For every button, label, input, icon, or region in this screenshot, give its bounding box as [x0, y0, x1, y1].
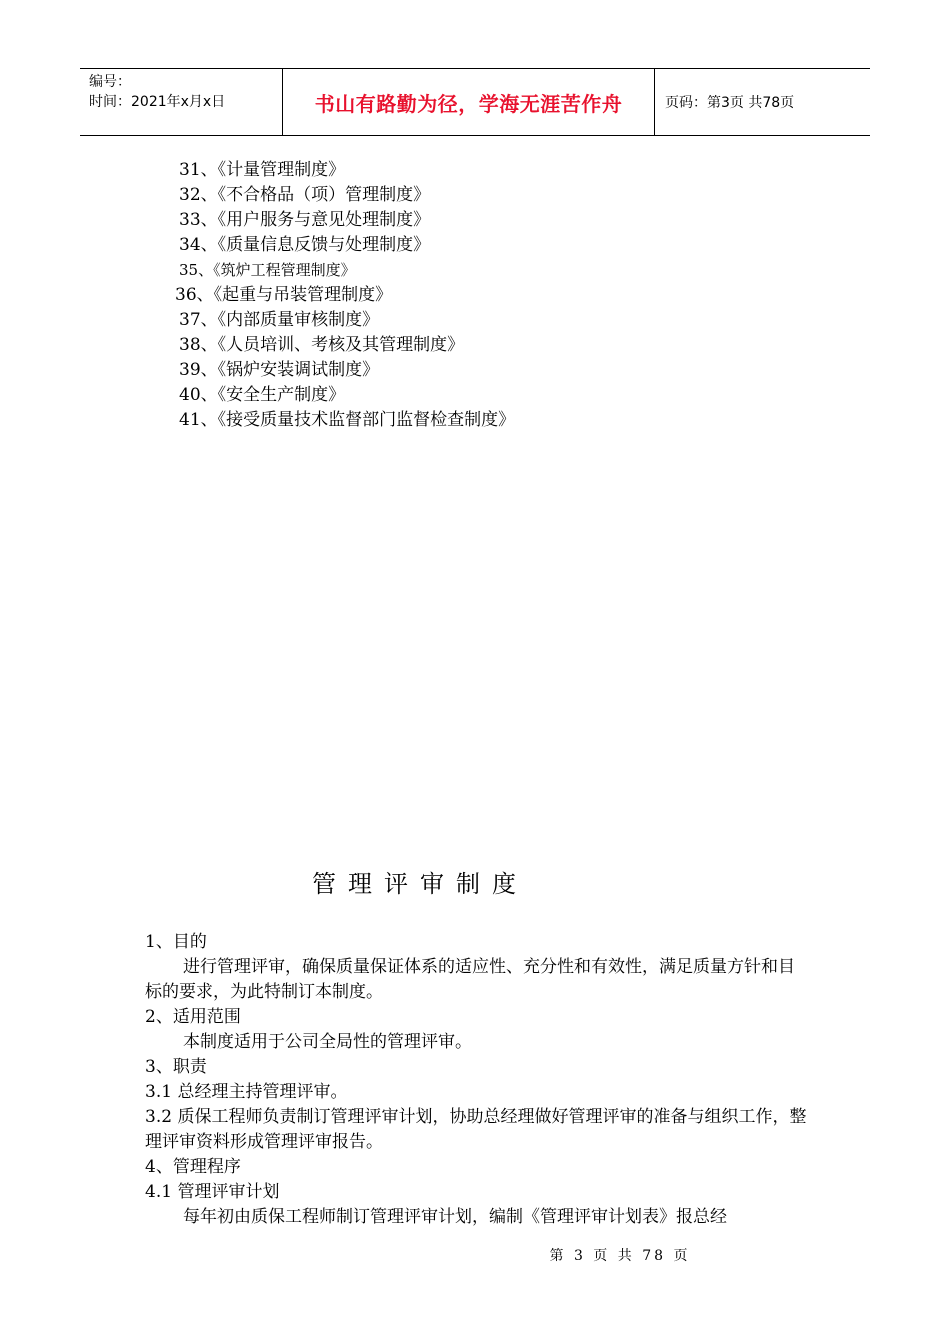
list-item: 39、《锅炉安装调试制度》: [179, 360, 380, 380]
header-page-info: 页码：第3页 共78页: [665, 95, 795, 111]
header-meta: [80, 69, 282, 135]
paragraph-scope: 本制度适用于公司全局性的管理评审。: [183, 1032, 472, 1052]
paragraph-3-1: 3.1 总经理主持管理评审。: [145, 1082, 348, 1102]
heading-scope: 2、适用范围: [145, 1007, 241, 1027]
header-motto: 书山有路勤为径，学海无涯苦作舟: [314, 91, 623, 116]
header-motto-cell: [282, 69, 655, 135]
list-item: 40、《安全生产制度》: [179, 385, 346, 405]
paragraph-purpose: 进行管理评审，确保质量保证体系的适应性、充分性和有效性，满足质量方针和目标的要求，为此特制订本制度。: [145, 957, 795, 1002]
regulation-list: [175, 158, 516, 433]
heading-responsibilities: 3、职责: [145, 1057, 207, 1077]
list-item: 33、《用户服务与意见处理制度》: [179, 210, 431, 230]
page-footer: 第 3 页 共 78 页: [549, 1248, 691, 1264]
paragraph-4-1: 每年初由质保工程师制订管理评审计划，编制《管理评审计划表》报总经: [183, 1207, 727, 1227]
list-item: 36、《起重与吊装管理制度》: [175, 285, 393, 305]
list-item: 41、《接受质量技术监督部门监督检查制度》: [179, 410, 516, 430]
section-title: 管理评审制度: [312, 870, 528, 898]
section-body: [145, 930, 810, 1230]
list-item: 31、《计量管理制度》: [179, 160, 346, 180]
list-item: 35、《筑炉工程管理制度》: [179, 261, 356, 279]
heading-procedure: 4、管理程序: [145, 1157, 241, 1177]
list-item: 37、《内部质量审核制度》: [179, 310, 380, 330]
header-page-info-cell: [655, 69, 870, 135]
document-number-label: 编号：: [89, 74, 131, 90]
list-item: 34、《质量信息反馈与处理制度》: [179, 235, 431, 255]
list-item: 38、《人员培训、考核及其管理制度》: [179, 335, 465, 355]
paragraph-3-2: 3.2 质保工程师负责制订管理评审计划，协助总经理做好管理评审的准备与组织工作，整理评审资料形成管理评审报告。: [145, 1107, 807, 1152]
heading-4-1: 4.1 管理评审计划: [145, 1182, 280, 1202]
heading-purpose: 1、目的: [145, 932, 207, 952]
document-time-label: 时间：2021年x月x日: [89, 94, 226, 110]
page-header: [80, 68, 870, 136]
list-item: 32、《不合格品（项）管理制度》: [179, 185, 431, 205]
